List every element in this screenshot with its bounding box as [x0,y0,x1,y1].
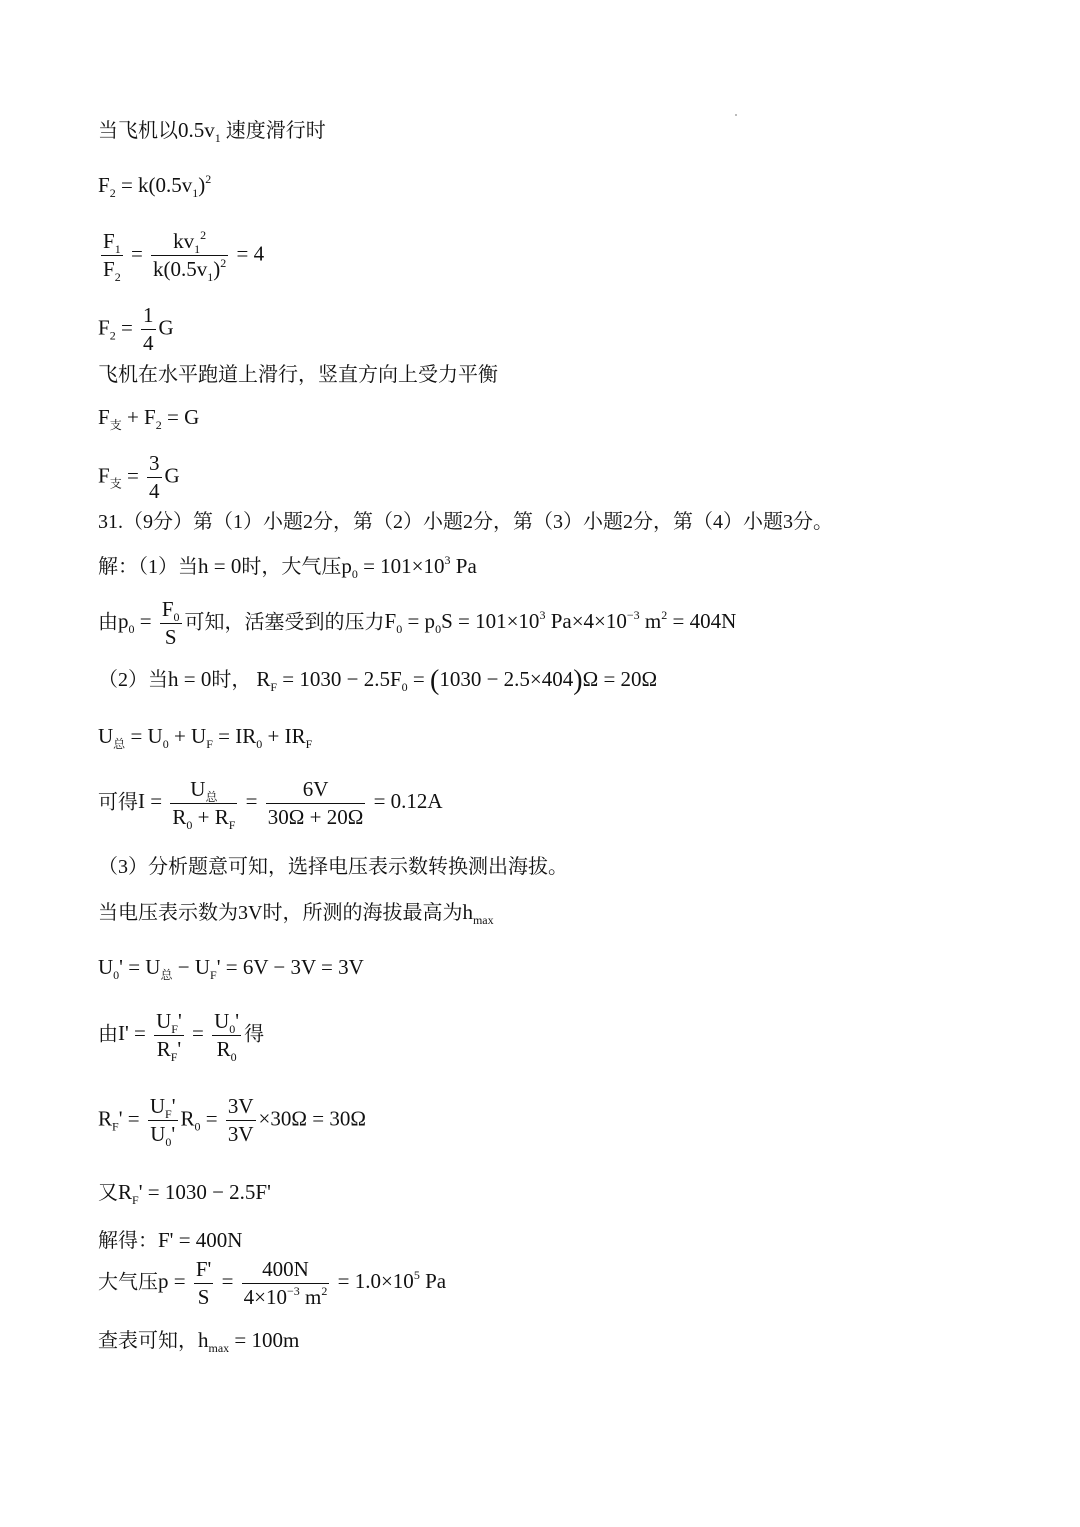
eq-rf-prime: $R_F'$ = $\frac{U_F'}{U_0'}$ $R_0$ = $\frac{3V}{3V}$ ×30Ω = 30Ω [98,1094,366,1150]
eq-f2-speed: $F_2 = k(0.5v_1)^2$ [98,172,212,200]
eq-current-prime: 由I' = $\frac{U_F'}{R_F'}$ = $\frac{U_0'}{R_0}$ 得 [98,1009,265,1065]
eq-support-sum: $F_支 + F_2 = G$ [98,405,200,432]
solution-part1: 解：（1）当h = 0时，大气压$p_0 = 101\times 10^3$ Pa [98,553,477,581]
eq-pressure-force: 由$p_0$ = $\frac{F_0}{S}$ 可知，活塞受到的压力$F_0 = p_0S = 101\times 10^3$ $Pa\times 4\times 10^{-3}$ $m^2 = 404N$ [98,597,737,650]
solution-part2: （2）当h = 0时， $R_F = 1030 - 2.5F_0 = (1030 - 2.5\times 404)\Omega = 20\Omega$ [98,665,658,696]
eq-rf-relation: 又$R_F' = 1030 - 2.5F'$ [98,1180,271,1207]
eq-pressure-result: 大气压p = $\frac{F'}{S}$ = $\frac{400N}{4\times 10^{-3} m^2}$ = $1.0\times 10^5$ Pa [98,1257,447,1310]
eq-current: 可得I = $\frac{U_总}{R_0 + R_F}$ = $\frac{6V}{30\Omega + 20\Omega}$ = 0.12A [98,777,443,833]
eq-force-solved: 解得：F' = 400N [98,1228,243,1252]
solution-part3: （3）分析题意可知，选择电压表示数转换测出海拔。 [98,856,568,878]
eq-support-result: $F_支$ = $\frac{3}{4}$ G [98,451,180,504]
eq-u0-prime: $U_0' = U_总 - U_F' = 6V - 3V = 3V$ [98,955,364,982]
eq-total-voltage: $U_总 = U_0 + U_F = IR_0 + IR_F$ [98,724,313,751]
question-31-header: 31.（9分）第（1）小题2分，第（2）小题2分，第（3）小题2分，第（4）小题3分。 [98,511,833,533]
text-balance: 飞机在水平跑道上滑行，竖直方向上受力平衡 [98,364,498,386]
text-max-altitude: 当电压表示数为3V时，所测的海拔最高为$h_{max}$ [98,900,494,927]
line-speed-condition: 当飞机以$0.5v_1$ 速度滑行时 [98,118,326,145]
eq-altitude-result: 查表可知，$h_{max} = 100m$ [98,1328,300,1355]
scan-speck [735,114,737,116]
eq-f2-gravity: $F_2$ = $\frac{1}{4}$ G [98,303,174,356]
eq-force-ratio: $\frac{F_1}{F_2}$ = $\frac{kv_1^2}{k(0.5v_1)^2}$ = 4 [103,228,265,285]
